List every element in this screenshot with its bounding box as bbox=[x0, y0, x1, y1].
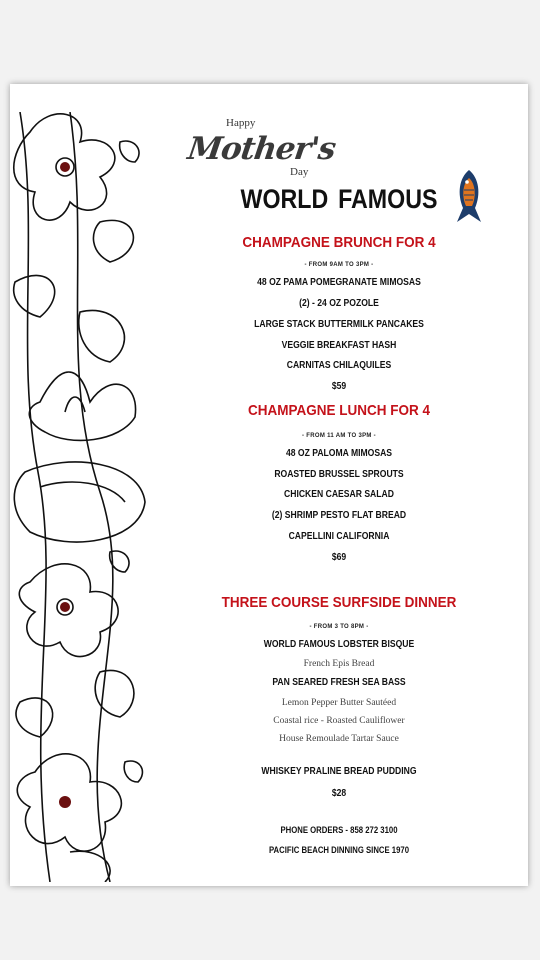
lunch-item: CHICKEN CAESAR SALAD bbox=[284, 489, 394, 500]
day-word: Day bbox=[290, 166, 309, 178]
dinner-title: THREE COURSE SURFSIDE DINNER bbox=[221, 594, 457, 611]
dinner-course-3: WHISKEY PRALINE BREAD PUDDING bbox=[261, 766, 417, 777]
lunch-item: 48 OZ PALOMA MIMOSAS bbox=[285, 448, 393, 459]
brunch-item: (2) - 24 OZ POZOLE bbox=[299, 298, 379, 309]
brunch-hours: - FROM 9AM TO 3PM - bbox=[304, 262, 374, 268]
menu-content bbox=[150, 84, 528, 886]
dinner-course-2-side: House Remoulade Tartar Sauce bbox=[279, 734, 399, 744]
lunch-price: $69 bbox=[331, 552, 347, 563]
dinner-hours: - FROM 3 TO 8PM - bbox=[309, 624, 369, 630]
brunch-item: VEGGIE BREAKFAST HASH bbox=[281, 340, 397, 351]
phone-orders: PHONE ORDERS - 858 272 3100 bbox=[280, 825, 398, 835]
dinner-course-2-side: Lemon Pepper Butter Sautéed bbox=[281, 698, 397, 708]
floral-border-illustration bbox=[10, 112, 150, 882]
dinner-price: $28 bbox=[331, 788, 347, 799]
dinner-course-1: WORLD FAMOUS LOBSTER BISQUE bbox=[263, 639, 415, 650]
happy-mothers-day-title bbox=[180, 114, 340, 184]
lunch-item: ROASTED BRUSSEL SPROUTS bbox=[274, 469, 404, 480]
brunch-item: LARGE STACK BUTTERMILK PANCAKES bbox=[254, 319, 424, 330]
menu-card bbox=[10, 84, 528, 886]
tagline: PACIFIC BEACH DINNING SINCE 1970 bbox=[268, 845, 410, 855]
dinner-course-2: PAN SEARED FRESH SEA BASS bbox=[272, 677, 406, 688]
happy-word: Happy bbox=[226, 117, 256, 129]
world-famous-heading: WORLD FAMOUS bbox=[240, 184, 438, 214]
lunch-hours: - FROM 11 AM TO 3PM - bbox=[302, 433, 376, 439]
lunch-item: CAPELLINI CALIFORNIA bbox=[288, 531, 390, 542]
mothers-word: Mother's bbox=[185, 131, 338, 167]
brunch-price: $59 bbox=[331, 381, 347, 392]
brunch-item: 48 OZ PAMA POMEGRANATE MIMOSAS bbox=[257, 277, 421, 288]
brunch-item: CARNITAS CHILAQUILES bbox=[286, 360, 392, 371]
lunch-item: (2) SHRIMP PESTO FLAT BREAD bbox=[271, 510, 407, 521]
lunch-title: CHAMPAGNE LUNCH FOR 4 bbox=[247, 402, 430, 419]
dinner-course-2-side: Coastal rice - Roasted Cauliflower bbox=[273, 716, 405, 726]
dinner-course-1-side: French Epis Bread bbox=[303, 659, 375, 669]
brunch-title: CHAMPAGNE BRUNCH FOR 4 bbox=[242, 234, 436, 251]
